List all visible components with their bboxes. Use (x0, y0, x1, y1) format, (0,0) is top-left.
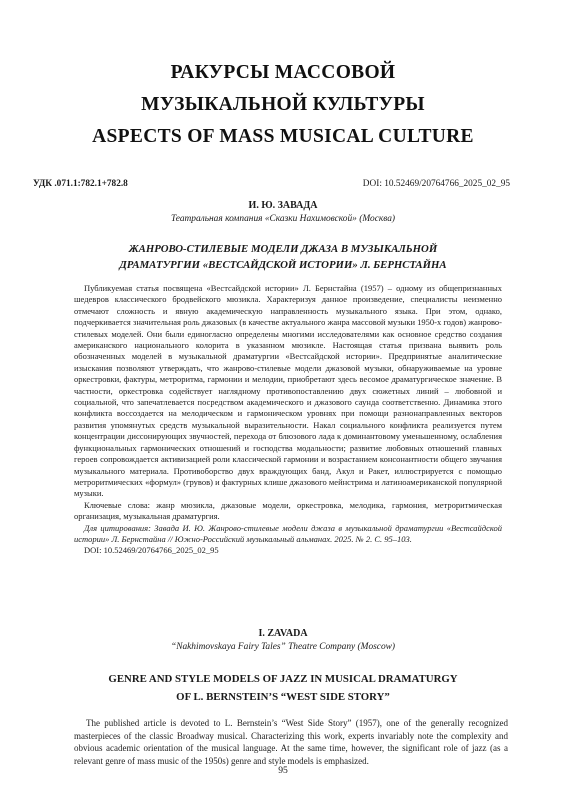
page-number: 95 (278, 765, 288, 776)
doi-header: DOI: 10.52469/20764766_2025_02_95 (362, 179, 510, 189)
article-title-ru-line1: ЖАНРОВО-СТИЛЕВЫЕ МОДЕЛИ ДЖАЗА В МУЗЫКАЛЬНОЙ (128, 243, 438, 255)
article-title-en-line2: OF L. BERNSTEIN’S “WEST SIDE STORY” (176, 691, 390, 703)
citation-ru: Для цитирования: Завада И. Ю. Жанрово-стилевые модели джаза в музыкальной драматургии «Вестсайдской истории» Л. Бернстайна // Южно-Российский музыкальный альманах. 2025. № 2. С. 95–103. (74, 522, 502, 544)
article-title-en (0, 670, 566, 706)
abstract-en-text: The published article is devoted to L. Bernstein’s “West Side Story” (1957), one of the generally recognized masterpieces of the classic Broadway musical. Characterizing this work, experts invariably note the complexity and obvious academic orientation of the musical language. At the same time, however, the significant role of jazz (as a relevant genre of mass music of the 1950s) genre and style models is emphasized. (74, 718, 508, 766)
keywords-ru: Ключевые слова: жанр мюзикла, джазовые модели, оркестровка, мелодика, гармония, метроритмическая организация, музыкальная драматургия. (74, 499, 502, 522)
author-affiliation-en: “Nakhimovskaya Fairy Tales” Theatre Company (Moscow) (170, 642, 396, 652)
abstract-ru-text: Публикуемая статья посвящена «Вестсайдской истории» Л. Бернстайна (1957) – одному из общепризнанных шедевров классического бродвейского мюзикла. Характеризуя данное произведение, специалисты неизменно отмечают сложность и явную академическую направленность музыкального языка. При этом, однако, подчеркивается значительная роль джазовых (в качестве актуального жанра массовой музыки 1950-х годов) жанрово-стилевых моделей. Они были единогласно определены многими исследователями как основное средство создания американского национального колорита в указанном мюзикле. Настоящая статья призвана выявить роль обозначенных моделей в музыкальной драматургии «Вестсайдской истории». Предпринятые аналитические изыскания позволяют утверждать, что жанрово-стилевые модели джазовой музыки, обнаруживаемые на уровне оркестровки, фактуры, метроритма, гармонии и мелодии, приобретают здесь весомое драматургическое значение. В частности, оркестровка содействует наглядному противопоставлению двух сюжетных линий – любовной и социальной, что запечатлевается посредством академического и джазового саунда соответственно. Динамика этого конфликта воссоздается на мелодическом и гармоническом уровнях при помощи разнонаправленных векторов развития упомянутых средств музыкальной выразительности. Накал социального конфликта реализуется путем концентрации диссонирующих звучностей, перехода от блюзового лада к доминантовому уменьшенному, ослабления функциональных гармонических отношений и господства модальности; развитие любовных отношений главных героев сопровождается активизацией роли классической гармонии и возрастанием консонантности общего звучания музыкального материала. Противоборство двух враждующих банд, Акул и Ракет, иллюстрируется с помощью метроритмических «формул» (грувов) и фактурных клише джазового мейнстрима и латиноамериканской популярной музыки. (74, 283, 502, 499)
article-title-ru (0, 241, 566, 273)
abstract-ru (74, 283, 502, 557)
section-title-en: ASPECTS OF MASS MUSICAL CULTURE (92, 126, 474, 147)
doi-ru: DOI: 10.52469/20764766_2025_02_95 (84, 545, 219, 556)
section-title-ru-line2: МУЗЫКАЛЬНОЙ КУЛЬТУРЫ (141, 94, 425, 115)
author-affiliation-ru: Театральная компания «Сказки Нахимовской» (Москва) (170, 214, 396, 224)
udk-code: УДК .071.1:782.1+782.8 (33, 179, 128, 189)
article-title-en-line1: GENRE AND STYLE MODELS OF JAZZ IN MUSICAL DRAMATURGY (108, 673, 458, 685)
article-title-ru-line2: ДРАМАТУРГИИ «ВЕСТСАЙДСКОЙ ИСТОРИИ» Л. БЕРНСТАЙНА (119, 259, 447, 271)
author-name-en: I. ZAVADA (258, 628, 308, 639)
author-name-ru: И. Ю. ЗАВАДА (248, 200, 318, 211)
section-title-ru-line1: РАКУРСЫ МАССОВОЙ (170, 62, 396, 83)
abstract-en (74, 717, 508, 767)
